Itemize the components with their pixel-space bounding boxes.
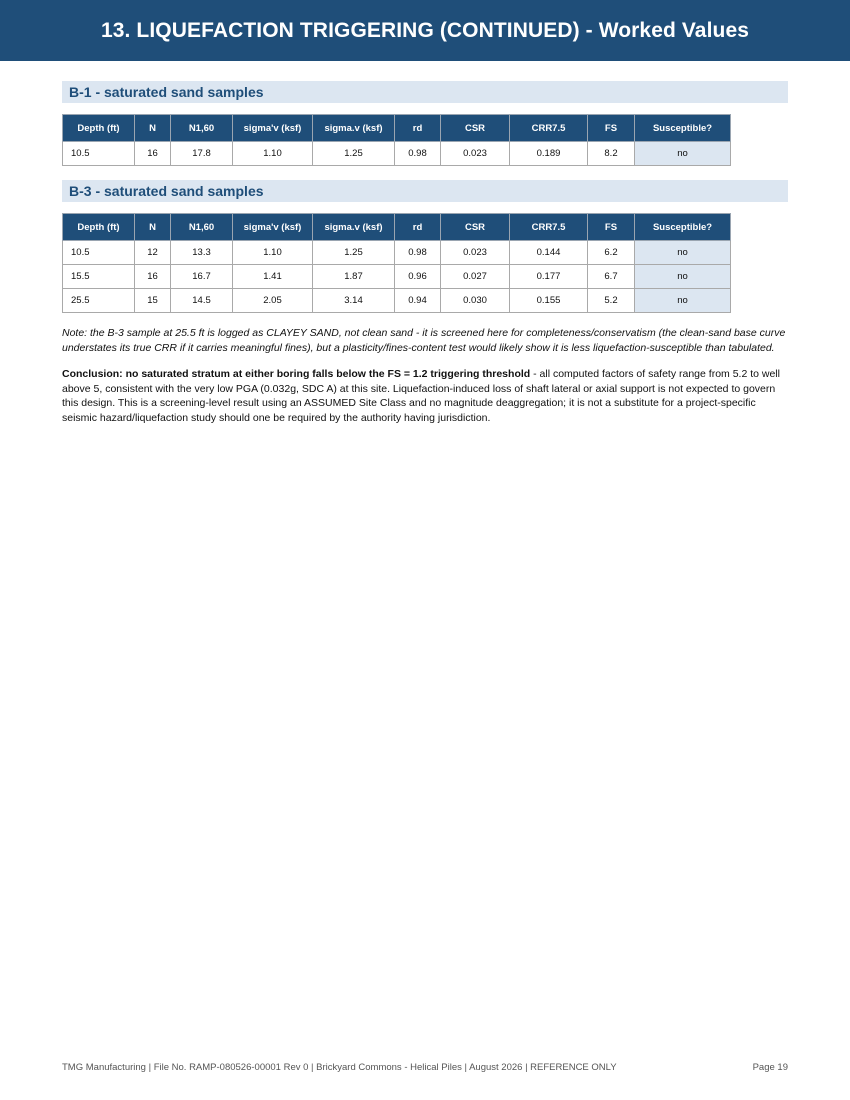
table-cell: 10.5 (63, 241, 135, 265)
table-cell: 0.96 (395, 265, 441, 289)
table-cell: 0.189 (510, 142, 588, 166)
column-header: sigma.v (ksf) (313, 214, 395, 241)
column-header: sigma'v (ksf) (233, 214, 313, 241)
susceptible-cell: no (635, 289, 731, 313)
column-header: rd (395, 214, 441, 241)
conclusion-body: - all computed factors of safety range from 5.2 to well above 5, consistent with the very low PGA (0.032g, SDC A) at this site. Liquefaction-induced loss of shaft lateral or axial support is not expected to govern this design. This is a screening-level result using an ASSUMED Site Class and no magnitude deaggregation; it is not a substitute for a project-specific seismic hazard/liquefaction study should one be required by the authority having jurisdiction. (62, 368, 780, 424)
table-row (63, 142, 731, 166)
table-row (63, 241, 731, 265)
table-cell: 0.98 (395, 241, 441, 265)
column-header: FS (588, 214, 635, 241)
column-header: Depth (ft) (63, 115, 135, 142)
table-cell: 6.2 (588, 241, 635, 265)
table-cell: 1.41 (233, 265, 313, 289)
column-header: FS (588, 115, 635, 142)
column-header: Susceptible? (635, 214, 731, 241)
column-header: CRR7.5 (510, 115, 588, 142)
table-cell: 0.94 (395, 289, 441, 313)
table-cell: 5.2 (588, 289, 635, 313)
column-header: sigma'v (ksf) (233, 115, 313, 142)
table-cell: 0.155 (510, 289, 588, 313)
page-title: 13. LIQUEFACTION TRIGGERING (CONTINUED) - Worked Values (100, 18, 750, 42)
table-cell: 6.7 (588, 265, 635, 289)
table-row (63, 265, 731, 289)
column-header: N (135, 214, 171, 241)
table-cell: 13.3 (171, 241, 233, 265)
table-cell: 16 (135, 142, 171, 166)
column-header: CSR (441, 214, 510, 241)
table-cell: 3.14 (313, 289, 395, 313)
table-cell: 0.023 (441, 241, 510, 265)
table-cell: 14.5 (171, 289, 233, 313)
table-cell: 1.25 (313, 241, 395, 265)
column-header: sigma.v (ksf) (313, 115, 395, 142)
table-cell: 1.10 (233, 241, 313, 265)
conclusion-lead: Conclusion: no saturated stratum at either boring falls below the FS = 1.2 triggering threshold (62, 368, 531, 380)
page-number: Page 19 (752, 1062, 788, 1073)
table-header-row (63, 214, 731, 241)
susceptible-cell: no (635, 265, 731, 289)
table-cell: 1.87 (313, 265, 395, 289)
section-title-b3: B-3 - saturated sand samples (62, 180, 788, 202)
table-cell: 17.8 (171, 142, 233, 166)
table-cell: 16 (135, 265, 171, 289)
column-header: Depth (ft) (63, 214, 135, 241)
table-cell: 0.177 (510, 265, 588, 289)
table-cell: 1.25 (313, 142, 395, 166)
column-header: rd (395, 115, 441, 142)
table-cell: 10.5 (63, 142, 135, 166)
table-row (63, 289, 731, 313)
table-cell: 0.027 (441, 265, 510, 289)
table-cell: 2.05 (233, 289, 313, 313)
page-footer (62, 1062, 788, 1073)
column-header: N1,60 (171, 115, 233, 142)
column-header: N (135, 115, 171, 142)
table-cell: 8.2 (588, 142, 635, 166)
column-header: N1,60 (171, 214, 233, 241)
table-cell: 25.5 (63, 289, 135, 313)
column-header: Susceptible? (635, 115, 731, 142)
column-header: CSR (441, 115, 510, 142)
conclusion-paragraph (62, 367, 788, 425)
table-cell: 16.7 (171, 265, 233, 289)
table-b1 (62, 114, 731, 166)
section-title-b1: B-1 - saturated sand samples (62, 81, 788, 103)
table-b3 (62, 213, 731, 313)
note-paragraph: Note: the B-3 sample at 25.5 ft is logged as CLAYEY SAND, not clean sand - it is screened here for completeness/conservatism (the clean-sand base curve understates its true CRR if it carries meaningful fines), but a plasticity/fines-content test would likely show it is less liquefaction-susceptible than tabulated. (62, 327, 786, 354)
table-cell: 0.98 (395, 142, 441, 166)
table-cell: 0.023 (441, 142, 510, 166)
table-cell: 0.030 (441, 289, 510, 313)
table-cell: 15 (135, 289, 171, 313)
table-cell: 12 (135, 241, 171, 265)
table-cell: 1.10 (233, 142, 313, 166)
table-header-row (63, 115, 731, 142)
main-content (62, 81, 788, 425)
table-cell: 0.144 (510, 241, 588, 265)
susceptible-cell: no (635, 241, 731, 265)
column-header: CRR7.5 (510, 214, 588, 241)
susceptible-cell: no (635, 142, 731, 166)
footer-info: TMG Manufacturing | File No. RAMP-080526-00001 Rev 0 | Brickyard Commons - Helical Piles | August 2026 | REFERENCE ONLY (62, 1062, 617, 1073)
page-header (0, 0, 850, 61)
table-cell: 15.5 (63, 265, 135, 289)
